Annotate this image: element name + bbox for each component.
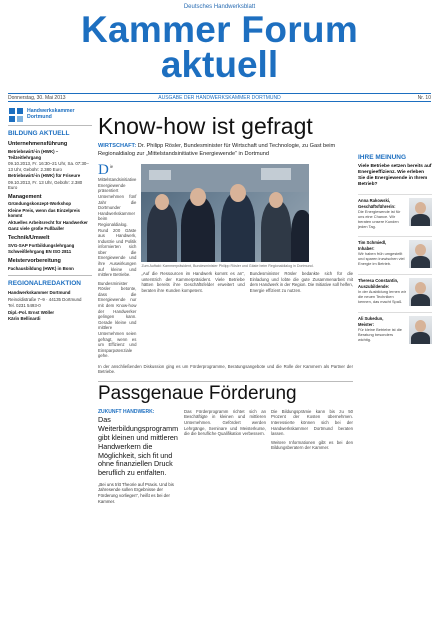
- portrait-photo: [409, 198, 432, 226]
- opinion-item: [358, 236, 432, 268]
- article2-paragraph: Die Bildungsprämie kann bis zu 50 Prozent der Kosten übernehmen. Interessierte können sich bei der Handwerkskammer Dortmund beraten lassen.: [271, 408, 353, 437]
- chamber-logo-icon: [8, 107, 24, 123]
- course-title[interactable]: Betriebswirt/-in (HWK) – Teilzeitlehrgang: [8, 149, 59, 160]
- dateline: [8, 93, 431, 102]
- article2-paragraph: Das Förderprogramm richtet sich an Beschäftigte in kleinen und mittleren Unternehmen. Gefördert werden Lehrgänge, Seminare und Meisterkurse, die die berufliche Qualifikation verbessern.: [184, 408, 266, 437]
- article1-column: [98, 161, 137, 362]
- opinion-intro: Viele Betriebe setzen bereits auf Energieeffizienz. Wie erleben Sie die Energiewende in Ihrem Betrieb?: [358, 164, 432, 187]
- opinion-heading: IHRE MEINUNG: [358, 154, 407, 161]
- contact-address: Reinoldistraße 7–9 · 44135 Dortmund: [8, 296, 82, 302]
- article2-lead: [98, 409, 179, 504]
- course-title[interactable]: Kleine Preis, wenn das Einzelpreis kommt: [8, 207, 80, 219]
- article1-subline-text: Dr. Philipp Rösler, Bundesminister für Wirtschaft und Technologie, zu Gast beim Regionaldialog zur „Mittelstandsinitiative Energiewende“ in Dortmund: [98, 143, 336, 157]
- course-title[interactable]: Gründungskonzept-Workshop: [8, 201, 72, 207]
- contact-editor: Kärin Bellinardi: [8, 316, 41, 322]
- course-details: 09.10.2013, Fr. 16:30–21 Uhr, Sa. 07:30–13 Uhr, Gebühr: 2.380 Euro: [8, 161, 89, 172]
- opinion-role: Auszubildende:: [358, 284, 390, 290]
- article2-body: [98, 409, 353, 504]
- article1-paragraph: ie Mittelstandsinitiative Energiewende präsentiert Unternehmen fünf Jahr die Dortmunder Handwerkskammer beim Regionaldialog. Rund 200 Gäste aus Handwerk, Industrie und Politik informierten sich über die Energiewende und ihre Auswirkungen auf kleine und mittlere Betriebe.: [98, 163, 137, 278]
- dropcap: D: [98, 161, 109, 178]
- opinion-quote: Wir haben früh umgestellt und sparen inzwischen viel Energie im Betrieb.: [358, 251, 405, 267]
- course-title[interactable]: Betriebswirt/-in (HWK) für Friseure: [8, 173, 81, 178]
- opinion-item: [358, 194, 432, 230]
- opinion-item: [358, 312, 432, 344]
- sidebar: [8, 104, 92, 634]
- contact-editor: Dipl.-Pol. Ernst Wöller: [8, 309, 55, 315]
- chamber-logo: [8, 104, 92, 126]
- opinion-name: Theresa Constantin,: [358, 277, 399, 283]
- article1-paragraph: „Auf die Ressourcen im Handwerk kommt es an“, unterstrich der Kammerpräsident. Viele Betriebe hätten bereits ihre Geschäftsfelder erweitert und beraten ihre Kunden kompetent.: [141, 271, 245, 293]
- sub-meistervorbereitung: Meistervorbereitung: [8, 257, 61, 264]
- opinion-quote: In der Ausbildung lernen wir die neuen Techniken kennen, das macht Spaß.: [358, 289, 407, 305]
- opinion-name: Anna Rakowski,: [358, 197, 391, 203]
- article1-paragraph: Bundesminister Rösler bedankte sich für die Einladung und lobte die gute Zusammenarbeit mit dem Handwerk in der Region. Die Initiative soll helfen, Energie effizient zu nutzen.: [249, 271, 354, 293]
- sub-management: Management: [8, 193, 42, 200]
- course-title[interactable]: Ganz viele große Fußballer: [8, 226, 65, 232]
- article2-column: [271, 409, 353, 504]
- article2-teaser: Das Weiterbildungsprogramm gibt kleinen und mittleren Handwerkern die Möglichkeit, sich fit und ohne finanziellen Druck beruflich zu entfalten.: [98, 415, 179, 478]
- sub-technik-umwelt: Technik/Umwelt: [8, 234, 50, 241]
- opinion-column: [358, 104, 432, 634]
- article2-lead-paragraph: „Bei uns tritt Theorie auf Praxis. Und bis Jahresende sollen Ergebnisse der Förderung vorliegen“, heißt es bei der Kammer.: [98, 481, 174, 504]
- logo-line1: Handwerkskammer: [27, 107, 75, 114]
- opinion-role: Geschäftsführerin:: [358, 204, 396, 210]
- opinion-item: [358, 274, 432, 306]
- portrait-photo: [409, 316, 432, 344]
- masthead-title-line1: Kammer Forum: [80, 9, 359, 50]
- article2-paragraph: Weitere Informationen gibt es bei den Bildungsberatern der Kammer.: [271, 439, 353, 451]
- photo-caption: Zum Auftakt: Kammerpräsident, Bundesminister Philipp Rösler und Gäste beim Regionaldialog in Dortmund.: [141, 263, 314, 268]
- course-title[interactable]: Schweißlehrgang EN ISO 2811: [8, 249, 72, 255]
- issue-date: Donnerstag, 30. Mai 2013: [8, 95, 66, 101]
- section-regionalredaktion: REGIONALREDAKTION: [8, 280, 81, 288]
- opinion-role: Inhaber:: [358, 246, 375, 252]
- masthead-kicker: Deutsches Handwerksblatt: [183, 4, 256, 10]
- contact-phone[interactable]: Tel. 0231 5493-0: [8, 303, 41, 309]
- article1-photo-block: [141, 164, 353, 362]
- divider: [98, 381, 353, 382]
- article1-photo: [141, 164, 309, 262]
- course-details: 09.10.2013, Fr. 13 Uhr, Gebühr: 2.380 Euro: [8, 179, 83, 190]
- main-column: [98, 104, 353, 634]
- section-bildung-aktuell: BILDUNG AKTUELL: [8, 130, 70, 137]
- article1-body: [98, 161, 354, 362]
- page-number: Nr. 10: [417, 95, 431, 101]
- course-title[interactable]: Fachausbildung (HWK) in Bonn: [8, 265, 74, 271]
- article1-subline: [98, 143, 353, 158]
- course-title[interactable]: SVG-SAP Fortbildungslehrgang: [8, 242, 75, 248]
- sub-unternehmensfuehrung: Unternehmensführung: [8, 141, 68, 148]
- portrait-photo: [409, 278, 432, 306]
- opinion-role: Meister:: [358, 322, 375, 328]
- course-title[interactable]: Aktuelles Arbeitsrecht für Handwerker: [8, 219, 88, 225]
- supplement-label: AUSGABE DER HANDWERKSKAMMER DORTMUND: [158, 95, 281, 101]
- opinion-quote: Für kleine Betriebe ist die Beratung besonders wichtig.: [358, 327, 402, 343]
- article1-paragraph: Bundesminister Rösler betonte, dass die Energiewende nur mit dem Know-how der Handwerker gelingen kann. Gerade kleine und mittlere Unternehmen seien gefragt, wenn es um Effizienz und Einsparpotenziale gehe.: [98, 280, 137, 359]
- portrait-photo: [409, 240, 432, 268]
- opinion-name: Ali Sukedun,: [358, 315, 384, 321]
- masthead-title-line2: aktuell: [160, 44, 279, 86]
- opinion-name: Tim Schmiedl,: [358, 239, 387, 245]
- contact-org: Handwerkskammer Dortmund: [8, 290, 71, 296]
- article2-headline: Passgenaue Förderung: [98, 382, 297, 404]
- opinion-quote: Die Energiewende ist für uns eine Chance. Wir beraten unsere Kunden jeden Tag.: [358, 209, 401, 230]
- article1-headline: Know-how ist gefragt: [98, 113, 313, 139]
- article1-paragraph: In der anschließenden Diskussion ging es um Förderprogramme, Beratungsangebote und die Rolle der Kammern als Partner der Betriebe.: [98, 363, 353, 375]
- masthead-title: [0, 9, 439, 86]
- logo-line2: Dortmund: [27, 113, 52, 120]
- article2-kicker: ZUKUNFT HANDWERK:: [98, 408, 155, 415]
- divider: [8, 275, 92, 276]
- article1-kicker: WIRTSCHAFT:: [98, 143, 137, 150]
